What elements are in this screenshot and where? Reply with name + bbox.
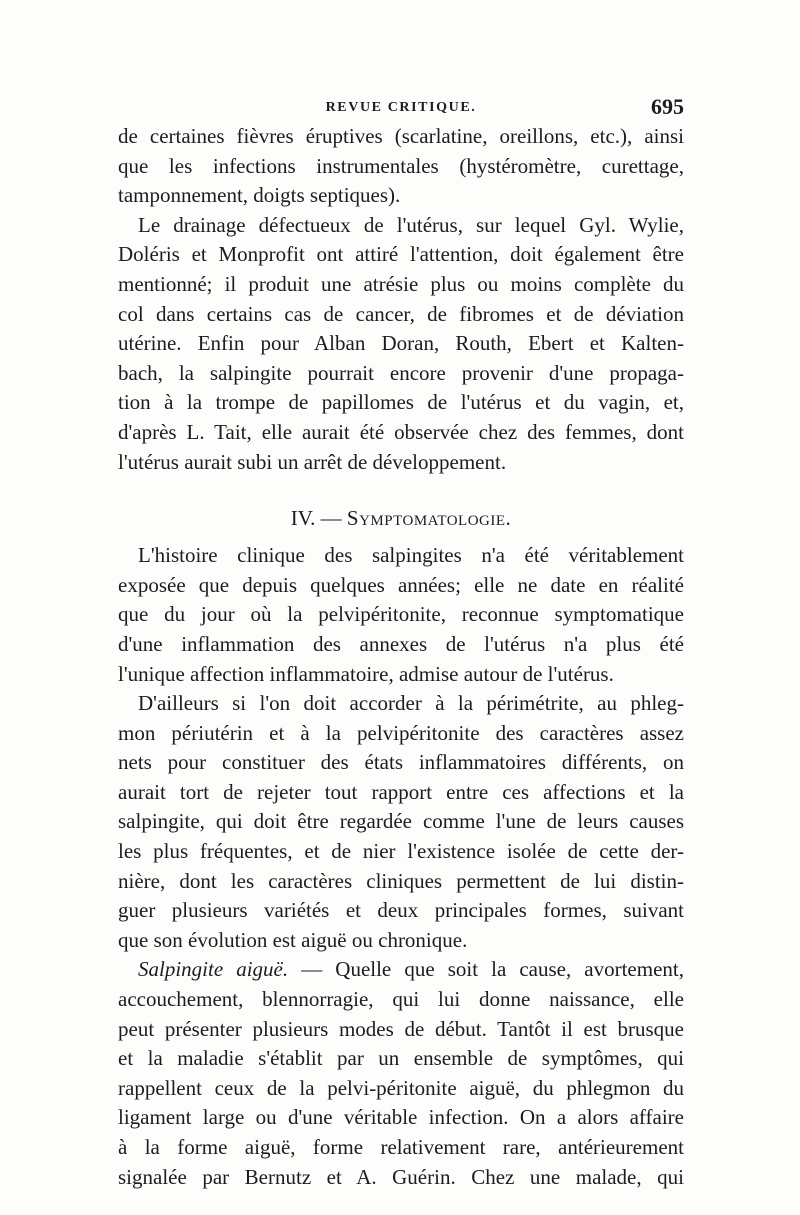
text-line: [118, 955, 684, 985]
text-line: guer plusieurs variétés et deux principales formes, suivant: [118, 898, 684, 923]
text-line: tion à la trompe de papillomes de l'utérus et du vagin, et,: [118, 390, 684, 415]
text-line: tamponnement, doigts septiques).: [118, 183, 401, 208]
text-line: bach, la salpingite pourrait encore provenir d'une propaga-: [118, 360, 684, 385]
text-line: l'utérus aurait subi un arrêt de développement.: [118, 449, 507, 474]
text-line: salpingite, qui doit être regardée comme l'une de leurs causes: [118, 809, 684, 834]
text-line: et la maladie s'établit par un ensemble de symptômes, qui: [118, 1046, 684, 1071]
section-numeral: IV. —: [290, 506, 342, 531]
text-run: — Quelle que soit la cause, avortement,: [288, 957, 684, 982]
text-line: Doléris et Monprofit ont attiré l'attention, doit également être: [118, 242, 684, 267]
text-line: rappellent ceux de la pelvi-péritonite aiguë, du phlegmon du: [118, 1075, 684, 1100]
paragraph-salpingite-aigue: [118, 955, 684, 1192]
text-line: D'ailleurs si l'on doit accorder à la périmétrite, au phleg-: [138, 691, 684, 716]
running-title: REVUE CRITIQUE.: [325, 100, 477, 115]
text-line: nets pour constituer des états inflammatoires différents, on: [118, 750, 684, 775]
page-text: [118, 92, 684, 1192]
section-title: Symptomatologie.: [346, 506, 512, 531]
text-line: mentionné; il produit une atrésie plus ou moins complète du: [118, 271, 684, 296]
text-line: ligament large ou d'une véritable infection. On a alors affaire: [118, 1105, 684, 1130]
text-line: Le drainage défectueux de l'utérus, sur lequel Gyl. Wylie,: [138, 212, 684, 237]
page-number: 695: [651, 94, 684, 119]
subsection-title: Salpingite aiguë.: [138, 957, 289, 982]
text-line: peut présenter plusieurs modes de début. Tantôt il est brusque: [118, 1016, 684, 1041]
paragraph-ailleurs: [118, 689, 684, 955]
text-line: les plus fréquentes, et de nier l'existence isolée de cette der-: [118, 839, 684, 864]
text-line: aurait tort de rejeter tout rapport entre ces affections et la: [118, 779, 684, 804]
paragraph-continuation: [118, 122, 684, 211]
paragraph-histoire: [118, 541, 684, 689]
text-line: nière, dont les caractères cliniques permettent de lui distin-: [118, 868, 684, 893]
paragraph-drainage: [118, 211, 684, 477]
text-line: d'après L. Tait, elle aurait été observée chez des femmes, dont: [118, 419, 684, 444]
text-line: de certaines fièvres éruptives (scarlatine, oreillons, etc.), ainsi: [118, 124, 684, 148]
text-line: col dans certains cas de cancer, de fibromes et de déviation: [118, 301, 684, 326]
text-line: que les infections instrumentales (hystéromètre, curettage,: [118, 153, 684, 178]
section-heading: [118, 477, 684, 535]
text-line: l'unique affection inflammatoire, admise autour de l'utérus.: [118, 661, 614, 686]
text-line: utérine. Enfin pour Alban Doran, Routh, Ebert et Kalten-: [118, 331, 684, 356]
text-line: que du jour où la pelvipéritonite, reconnue symptomatique: [118, 602, 684, 627]
text-line: à la forme aiguë, forme relativement rare, antérieurement: [118, 1135, 684, 1159]
text-line: signalée par Bernutz et A. Guérin. Chez une malade, qui: [118, 1164, 684, 1189]
text-line: exposée que depuis quelques années; elle ne date en réalité: [118, 572, 684, 597]
text-line: mon périutérin et à la pelvipéritonite des caractères assez: [118, 720, 684, 745]
text-line: accouchement, blennorragie, qui lui donne naissance, elle: [118, 987, 684, 1012]
text-line: que son évolution est aiguë ou chronique.: [118, 927, 468, 952]
text-line: d'une inflammation des annexes de l'utérus n'a plus été: [118, 631, 684, 656]
text-line: L'histoire clinique des salpingites n'a été véritablement: [138, 543, 684, 568]
running-head: [118, 92, 684, 122]
